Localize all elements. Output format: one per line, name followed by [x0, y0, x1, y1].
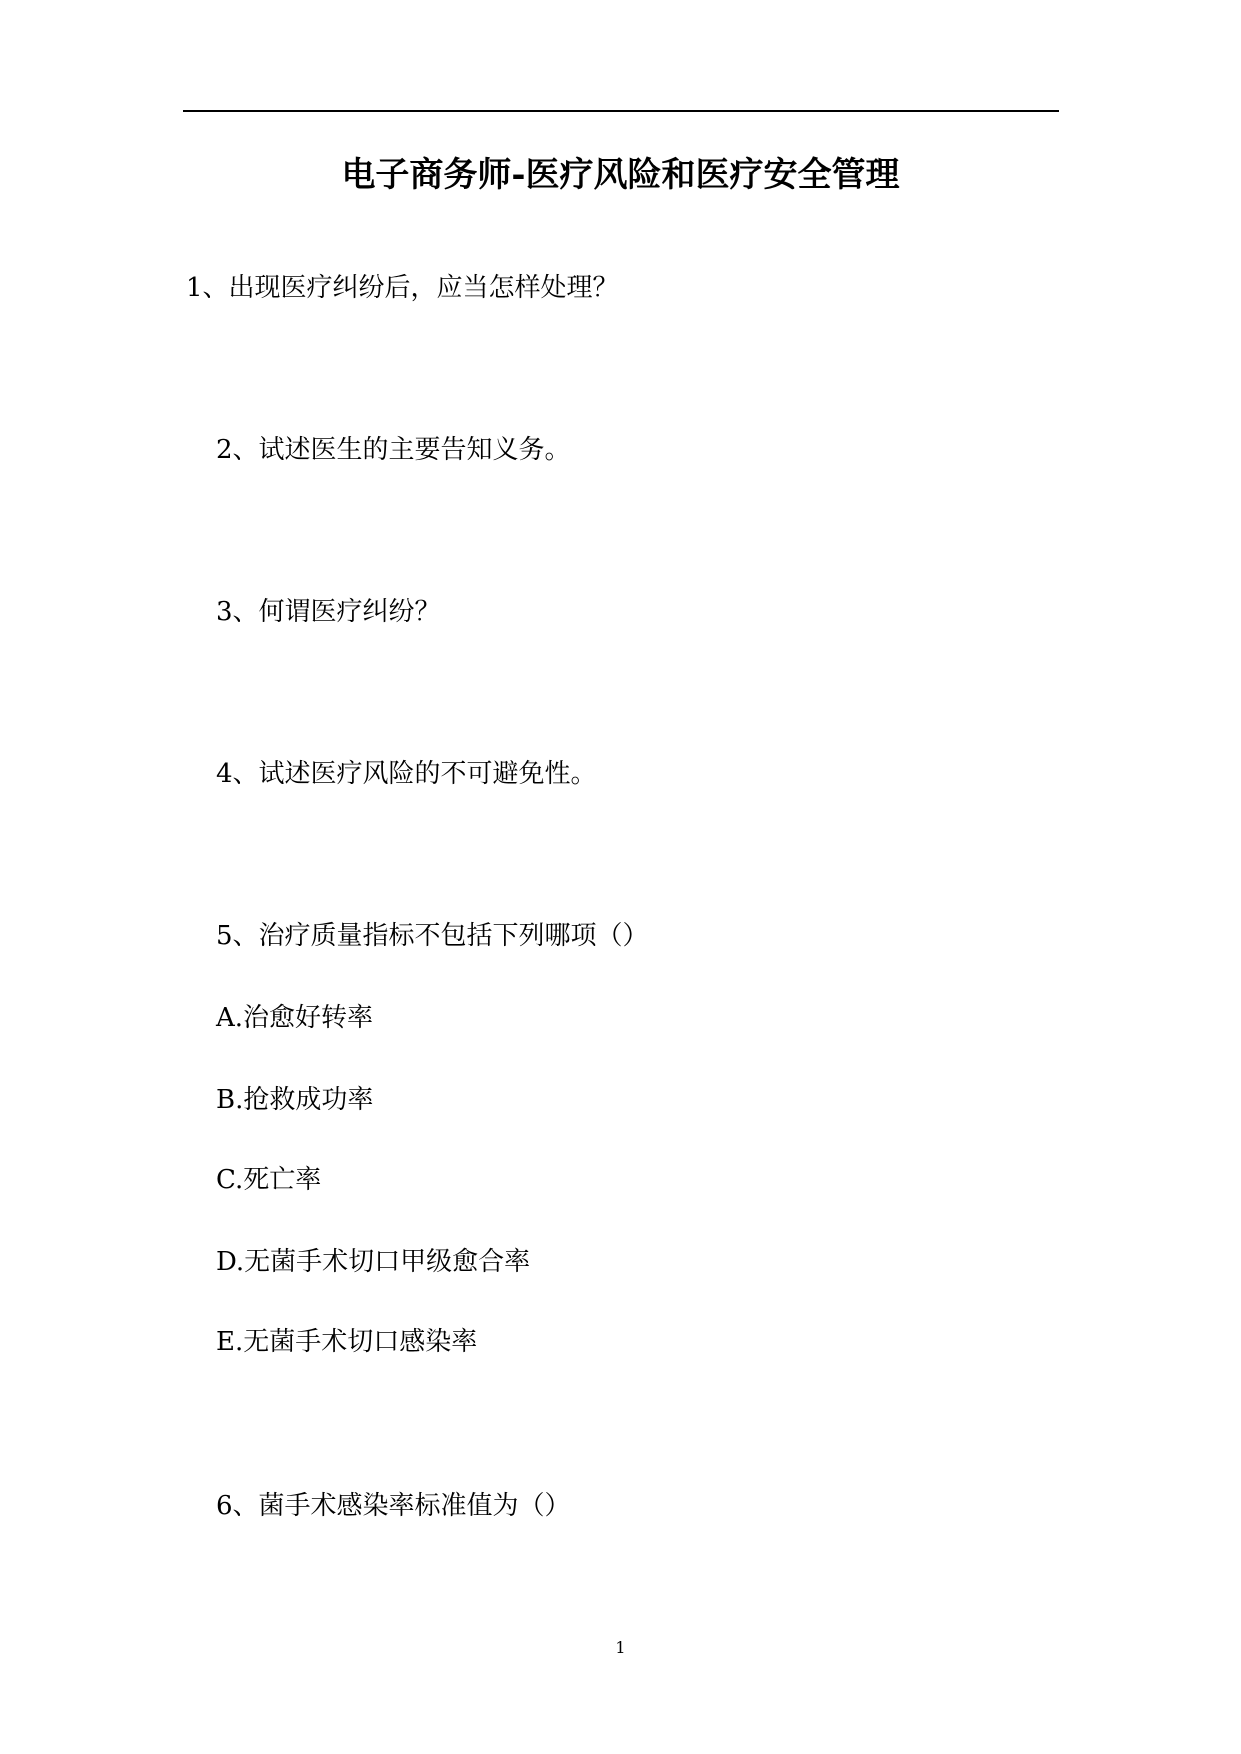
question-4: 4、试述医疗风险的不可避免性。: [216, 759, 597, 789]
option-e: E.无菌手术切口感染率: [216, 1327, 478, 1357]
option-c: C.死亡率: [216, 1165, 322, 1195]
option-d: D.无菌手术切口甲级愈合率: [216, 1247, 531, 1277]
question-1: 1、出现医疗纠纷后，应当怎样处理？: [186, 273, 619, 303]
option-b: B.抢救成功率: [216, 1085, 374, 1115]
question-3: 3、何谓医疗纠纷？: [216, 597, 441, 627]
option-a: A.治愈好转率: [216, 1003, 374, 1033]
question-2: 2、试述医生的主要告知义务。: [216, 435, 571, 465]
header-rule: [183, 110, 1059, 112]
question-5: 5、治疗质量指标不包括下列哪项（）: [216, 921, 649, 951]
question-6: 6、菌手术感染率标准值为（）: [216, 1491, 571, 1521]
document-title: 电子商务师-医疗风险和医疗安全管理: [341, 155, 900, 195]
page-number: 1: [615, 1638, 626, 1657]
